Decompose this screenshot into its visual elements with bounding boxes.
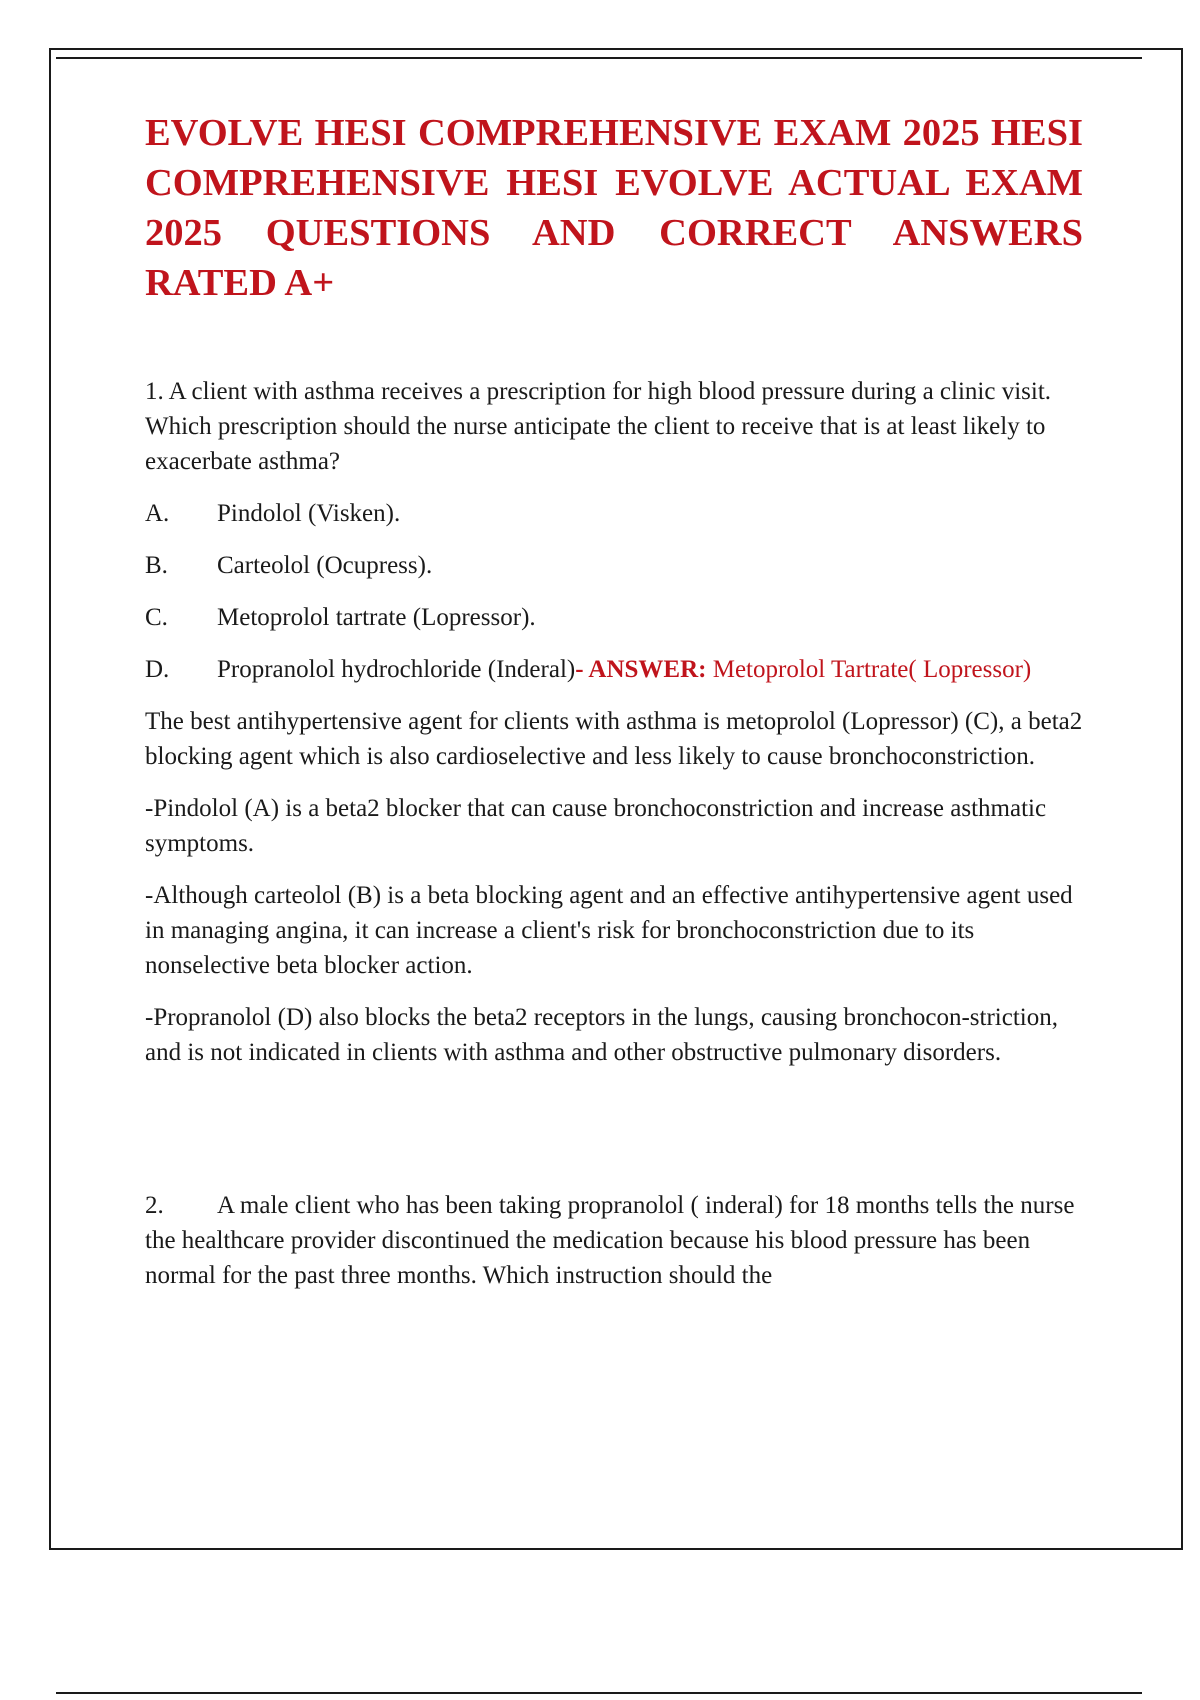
option-letter: C. <box>145 604 168 631</box>
option-b <box>145 548 1083 583</box>
option-letter: B. <box>145 552 168 579</box>
answer-label: - ANSWER: <box>575 656 707 683</box>
option-text: Metoprolol tartrate (Lopressor). <box>217 604 536 631</box>
question-2-text <box>145 1188 1083 1293</box>
bottom-rule <box>56 1692 1142 1694</box>
rationale-paragraph: The best antihypertensive agent for clients with asthma is metoprolol (Lopressor) (C), a beta2 blocking agent which is also cardioselective and less likely to cause bronchoconstriction. <box>145 708 1083 770</box>
option-text: Pindolol (Visken). <box>217 500 401 527</box>
document-content <box>145 108 1083 1318</box>
option-text: Propranolol hydrochloride (Inderal) <box>217 656 576 683</box>
rationale-paragraph: -Pindolol (A) is a beta2 blocker that can cause bronchoconstriction and increase asthmatic symptoms. <box>145 795 1047 857</box>
option-letter: D. <box>145 656 170 683</box>
answer-value: Metoprolol Tartrate( Lopressor) <box>706 656 1032 683</box>
question-2-number: 2. <box>145 1192 164 1219</box>
top-rule <box>56 57 1142 59</box>
option-text: Carteolol (Ocupress). <box>217 552 433 579</box>
option-c <box>145 600 1083 635</box>
question-2-body: A male client who has been taking propranolol ( inderal) for 18 months tells the nurse the healthcare provider discontinued the medication because his blood pressure has been normal for the past three months. Which instruction should the <box>145 1192 1075 1289</box>
option-a <box>145 496 1083 531</box>
rationale-paragraph: -Although carteolol (B) is a beta blocking agent and an effective antihypertensive agent used in managing angina, it can increase a client's risk for bronchoconstriction due to its nonselective beta blocker action. <box>145 882 1073 979</box>
document-title: EVOLVE HESI COMPREHENSIVE EXAM 2025 HESI COMPREHENSIVE HESI EVOLVE ACTUAL EXAM 2025 QUESTIONS AND CORRECT ANSWERS RATED A+ <box>145 112 1083 304</box>
question-1-text: 1. A client with asthma receives a prescription for high blood pressure during a clinic visit. Which prescription should the nurse anticipate the client to receive that is at least likely to exacerbate asthma? <box>145 378 1052 475</box>
rationale-paragraph: -Propranolol (D) also blocks the beta2 receptors in the lungs, causing bronchocon-striction, and is not indicated in clients with asthma and other obstructive pulmonary disorders. <box>145 1004 1058 1066</box>
option-letter: A. <box>145 500 170 527</box>
option-d-with-answer <box>145 652 1083 687</box>
